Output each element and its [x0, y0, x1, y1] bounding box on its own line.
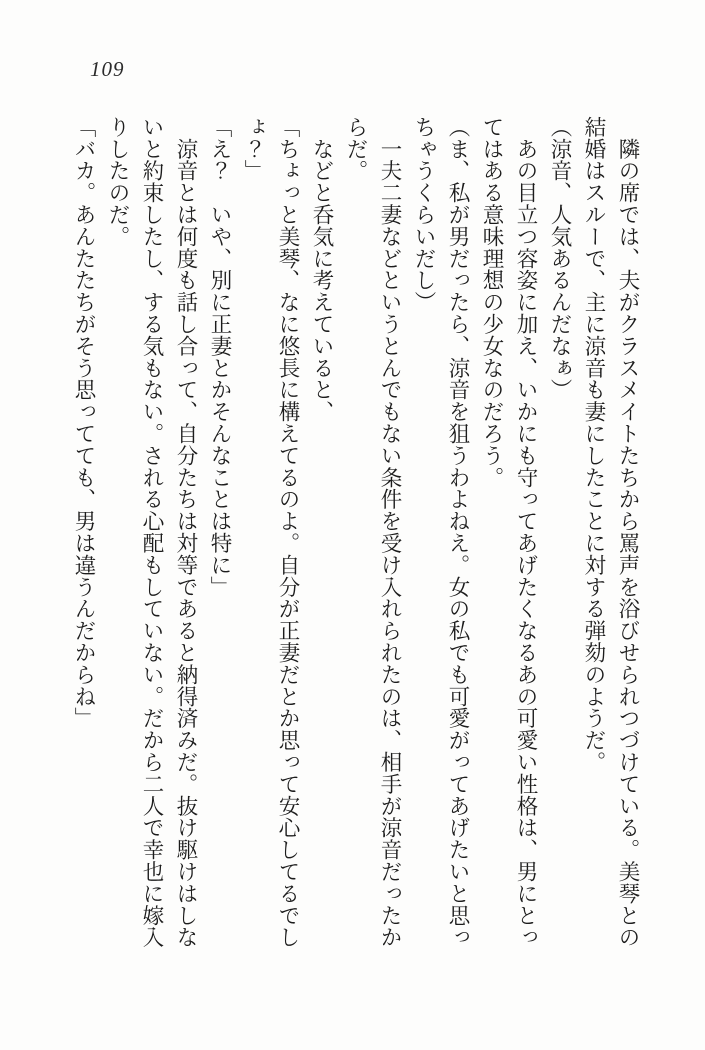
body-text: [67, 116, 645, 954]
paragraph: あの目立つ容姿に加え、いかにも守ってあげたくなるあの可愛い性格は、男にとってはある意味理想の少女なのだろう。: [480, 116, 538, 949]
paragraph: 「バカ。あんたたちがそう思ってても、男は違うんだからね」: [72, 116, 96, 730]
paragraph: 「ちょっと美琴、なに悠長に構えてるのよ。自分が正妻だとか思って安心してるでしょ？」: [242, 116, 300, 949]
paragraph: （涼音、人気あるんだなぁ）: [548, 116, 572, 401]
paragraph: などと呑気に考えていると、: [310, 116, 334, 423]
page-number: 109: [90, 57, 125, 81]
paragraph: 隣の席では、夫がクラスメイトたちから罵声を浴びせられつづけている。美琴との結婚はスルーで、主に涼音も妻にしたことに対する弾劾のようだ。: [582, 116, 640, 949]
paragraph: 涼音とは何度も話し合って、自分たちは対等であると納得済みだ。抜け駆けはしないと約束したし、する気もない。される心配もしていない。だから二人で幸也に嫁入りしたのだ。: [106, 116, 198, 949]
paragraph: 「え？ いや、別に正妻とかそんなことは特に」: [208, 116, 232, 598]
paragraph: 一夫二妻などというとんでもない条件を受け入れられたのは、相手が涼音だったからだ。: [344, 116, 402, 949]
paragraph: （ま、私が男だったら、涼音を狙うわよねえ。女の私でも可愛がってあげたいと思っちゃうくらいだし）: [412, 116, 470, 949]
